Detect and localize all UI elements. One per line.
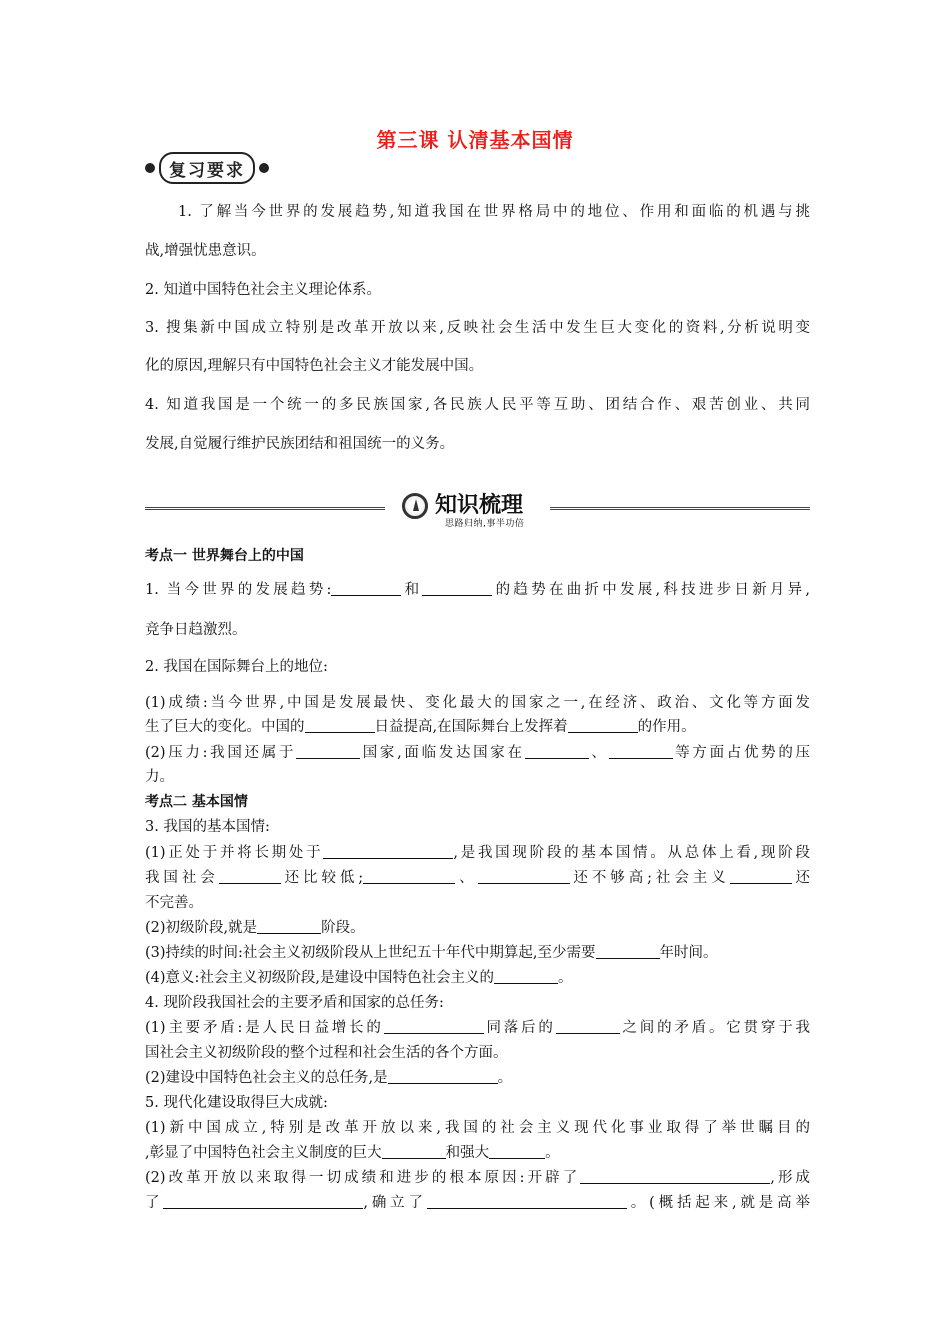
requirement-1-line-2: 战,增强忧患意识。 — [145, 243, 266, 259]
review-requirements-badge — [145, 153, 269, 183]
answer-blank — [730, 868, 792, 884]
q5-text: 了 — [145, 1195, 164, 1211]
q2-text: 国家,面临发达国家在 — [360, 745, 525, 761]
answer-blank — [384, 1018, 484, 1034]
divider-left — [145, 507, 385, 510]
q4-text: 同落后的 — [483, 1020, 556, 1036]
bullet-dot-icon — [259, 163, 269, 173]
q2-text: (2)压力:我国还属于 — [145, 745, 297, 761]
page-title: 第三课 认清基本国情 — [376, 128, 574, 152]
q5-text: ,形成 — [770, 1170, 810, 1186]
divider-right — [550, 507, 810, 510]
q5-p2-line-1 — [145, 1168, 810, 1188]
answer-blank — [568, 717, 638, 733]
q3-text: 、 — [455, 870, 478, 886]
q2-text: 、 — [588, 745, 609, 761]
q3-text: (2)初级阶段,就是 — [145, 920, 258, 936]
answer-blank — [427, 1193, 627, 1209]
q2-text: 等方面占优势的压 — [672, 745, 811, 761]
q2-p2-line-2: 力。 — [145, 769, 174, 785]
requirement-4-line-2: 发展,自觉履行维护民族团结和祖国统一的义务。 — [145, 436, 455, 452]
q1-text: 的趋势在曲折中发展,科技进步日新月异, — [492, 582, 811, 598]
q3-text: (4)意义:社会主义初级阶段,是建设中国特色社会主义的 — [145, 970, 495, 986]
answer-blank — [580, 1168, 770, 1184]
q3-text: 阶段。 — [321, 920, 365, 936]
q1-text: 和 — [401, 582, 423, 598]
q5-text: 。 — [545, 1145, 560, 1161]
q5-text: ,彰显了中国特色社会主义制度的巨大 — [145, 1145, 382, 1161]
answer-blank — [323, 843, 453, 859]
q4-text: (1)主要矛盾:是人民日益增长的 — [145, 1020, 384, 1036]
requirement-3-line-2: 化的原因,理解只有中国特色社会主义才能发展中国。 — [145, 358, 484, 374]
q2-text: 的作用。 — [637, 719, 696, 735]
q5-p1-line-2 — [145, 1143, 810, 1163]
q1-line-2: 竞争日趋激烈。 — [145, 622, 247, 638]
q4-p1-line-2: 国社会主义初级阶段的整个过程和社会生活的各个方面。 — [145, 1045, 508, 1061]
answer-blank — [305, 717, 375, 733]
q2-text: 生了巨大的变化。中国的 — [145, 719, 305, 735]
requirement-3-line-1: 3. 搜集新中国成立特别是改革开放以来,反映社会生活中发生巨大变化的资料,分析说明变 — [145, 320, 810, 336]
kp1-heading: 考点一 世界舞台上的中国 — [145, 548, 304, 564]
q1-line-1 — [145, 580, 810, 600]
answer-blank — [596, 943, 660, 959]
compass-icon — [402, 493, 428, 519]
answer-blank — [382, 1143, 446, 1159]
answer-blank — [494, 968, 558, 984]
q2-p2-line-1 — [145, 743, 810, 763]
kp2-heading: 考点二 基本国情 — [145, 794, 248, 810]
q2-p1-line-2 — [145, 717, 810, 737]
q3-p4 — [145, 968, 810, 988]
q4-p1-line-1 — [145, 1018, 810, 1038]
section-title: 知识梳理 — [435, 493, 524, 518]
answer-blank — [525, 743, 589, 759]
q5-text: ,确立了 — [363, 1195, 427, 1211]
answer-blank — [556, 1018, 620, 1034]
q3-text: 我国社会 — [145, 870, 219, 886]
q3-p1-line-1 — [145, 843, 810, 863]
answer-blank — [478, 868, 570, 884]
q5-text: (2)改革开放以来取得一切成绩和进步的根本原因:开辟了 — [145, 1170, 581, 1186]
q5-text: 。(概括起来,就是高举 — [626, 1195, 811, 1211]
answer-blank — [363, 868, 455, 884]
q3-p1-line-2 — [145, 868, 810, 888]
q3-text: ,是我国现阶段的基本国情。从总体上看,现阶段 — [453, 845, 810, 861]
requirement-1-line-1: 1. 了解当今世界的发展趋势,知道我国在世界格局中的地位、作用和面临的机遇与挑 — [178, 204, 810, 220]
answer-blank — [163, 1193, 363, 1209]
q2-text: 日益提高,在国际舞台上发挥着 — [374, 719, 568, 735]
answer-blank — [296, 743, 360, 759]
q4-text: 之间的矛盾。它贯穿于我 — [619, 1020, 810, 1036]
q1-text: 1. 当今世界的发展趋势: — [145, 582, 332, 598]
q5-text: 和强大 — [445, 1145, 490, 1161]
q4-text: (2)建设中国特色社会主义的总任务,是 — [145, 1070, 388, 1086]
q3-text: 。 — [558, 970, 573, 986]
q4-title: 4. 现阶段我国社会的主要矛盾和国家的总任务: — [145, 995, 444, 1011]
q3-p3 — [145, 943, 810, 963]
q3-text: 还不够高;社会主义 — [569, 870, 730, 886]
q3-text: (1)正处于并将长期处于 — [145, 845, 324, 861]
requirement-2: 2. 知道中国特色社会主义理论体系。 — [145, 282, 381, 298]
answer-blank — [219, 868, 281, 884]
q3-text: (3)持续的时间:社会主义初级阶段从上世纪五十年代中期算起,至少需要 — [145, 945, 596, 961]
q5-p1-line-1: (1)新中国成立,特别是改革开放以来,我国的社会主义现代化事业取得了举世瞩目的 — [145, 1120, 810, 1136]
answer-blank — [257, 918, 321, 934]
requirement-4-line-1: 4. 知道我国是一个统一的多民族国家,各民族人民平等互助、团结合作、艰苦创业、共同 — [145, 397, 810, 413]
q3-text: 还 — [791, 870, 811, 886]
answer-blank — [489, 1143, 545, 1159]
knowledge-summary-header — [145, 490, 810, 530]
q4-p2 — [145, 1068, 810, 1088]
bullet-dot-icon — [145, 163, 155, 173]
q5-p2-line-2 — [145, 1193, 810, 1213]
answer-blank — [422, 580, 492, 596]
q2-title: 2. 我国在国际舞台上的地位: — [145, 659, 328, 675]
section-subtitle: 思路归纳,事半功倍 — [445, 519, 525, 529]
q3-text: 还比较低; — [280, 870, 364, 886]
q5-title: 5. 现代化建设取得巨大成就: — [145, 1095, 328, 1111]
q2-p1-line-1: (1)成绩:当今世界,中国是发展最快、变化最大的国家之一,在经济、政治、文化等方面发 — [145, 695, 810, 711]
answer-blank — [388, 1068, 498, 1084]
q3-text: 年时间。 — [659, 945, 718, 961]
answer-blank — [331, 580, 401, 596]
review-badge-label: 复习要求 — [159, 152, 255, 184]
q3-title: 3. 我国的基本国情: — [145, 819, 270, 835]
q3-p1-line-3: 不完善。 — [145, 895, 203, 911]
q3-p2 — [145, 918, 810, 938]
answer-blank — [609, 743, 673, 759]
q4-text: 。 — [497, 1070, 513, 1086]
